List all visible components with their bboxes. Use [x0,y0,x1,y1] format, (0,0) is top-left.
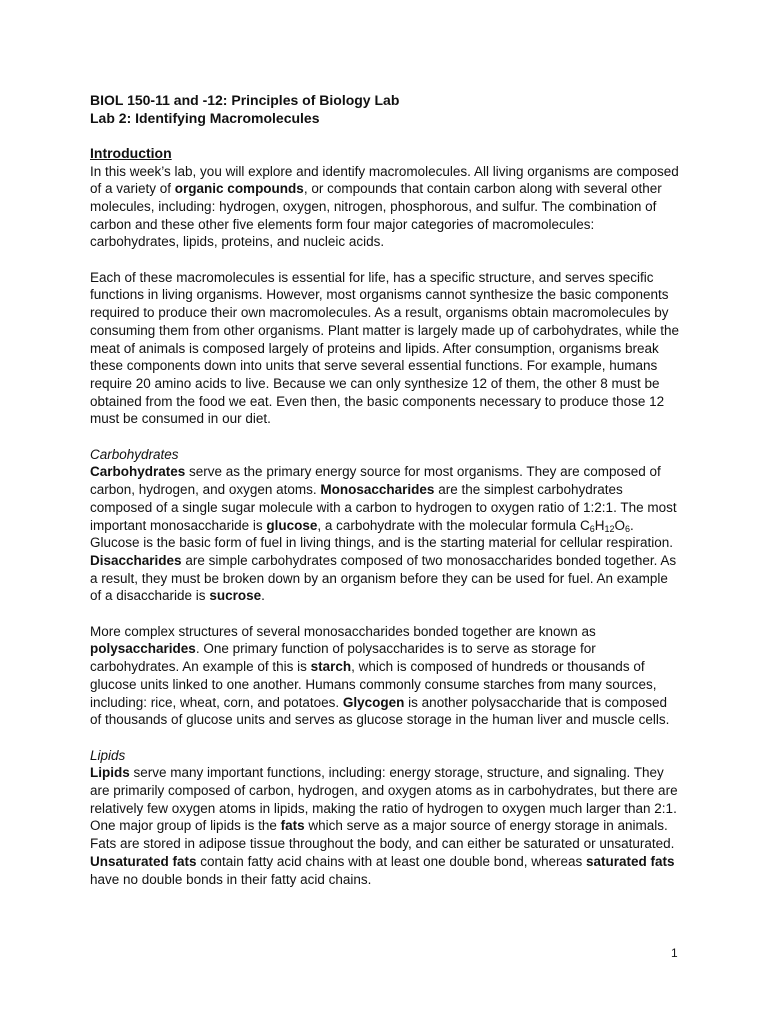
lipids-paragraph-1: Lipids serve many important functions, including: energy storage, structure, and signaling. They are primarily composed of carbon, hydrogen, and oxygen atoms as in carbohydrates, but there are relatively few oxygen atoms in lipids, making the ratio of hydrogen to oxygen much larger than 2:1. One major group of lipids is the fats which serve as a major source of energy storage in animals. Fats are stored in adipose tissue throughout the body, and can either be saturated or unsaturated. Unsaturated fats contain fatty acid chains with at least one double bond, whereas saturated fats have no double bonds in their fatty acid chains. [90,765,678,887]
lipids-heading: Lipids [90,747,126,763]
introduction-heading: Introduction [90,145,172,161]
course-title: BIOL 150-11 and -12: Principles of Biology Lab [90,92,400,108]
intro-paragraph-2: Each of these macromolecules is essential for life, has a specific structure, and serves specific functions in living organisms. However, most organisms cannot synthesize the basic components required to produce their own macromolecules. As a result, organisms obtain macromolecules by consuming them from other organisms. Plant matter is largely made up of carbohydrates, while the meat of animals is composed largely of proteins and lipids. After consumption, organisms break these components down into units that serve several essential functions. For example, humans require 20 amino acids to live. Because we can only synthesize 12 of them, the other 8 must be obtained from the food we eat. Even then, the basic components necessary to produce those 12 must be consumed in our diet. [90,269,680,427]
document-page [90,92,680,888]
glucose-formula: $C_6H_{12}O_6$ [579,517,631,534]
lab-title: Lab 2: Identifying Macromolecules [90,109,320,126]
page-number: 1 [671,946,678,960]
carbohydrates-heading: Carbohydrates [90,446,179,462]
carbohydrates-paragraph-1: Carbohydrates serve as the primary energy source for most organisms. They are composed of carbon, hydrogen, and oxygen atoms. Monosaccharides are the simplest carbohydrates composed of a single sugar molecule with a carbon to hydrogen to oxygen ratio of 1:2:1. The most important monosaccharide is glucose, a carbohydrate with the molecular formula $C_6H_{12}O_6$. Glucose is the basic form of fuel in living things, and is the starting material for cellular respiration. Disaccharides are simple carbohydrates composed of two monosaccharides bonded together. As a result, they must be broken down by an organism before they can be used for fuel. An example of a disaccharide is sucrose. [90,464,677,604]
carbohydrates-paragraph-2: More complex structures of several monosaccharides bonded together are known as polysaccharides. One primary function of polysaccharides is to serve as storage for carbohydrates. An example of this is starch, which is composed of hundreds or thousands of glucose units linked to one another. Humans commonly consume starches from many sources, including: rice, wheat, corn, and potatoes. Glycogen is another polysaccharide that is composed of thousands of glucose units and serves as glucose storage in the human liver and muscle cells. [90,623,670,728]
intro-paragraph-1: In this week’s lab, you will explore and identify macromolecules. All living organisms are composed of a variety of organic compounds, or compounds that contain carbon along with several other molecules, including: hydrogen, oxygen, nitrogen, phosphorous, and sulfur. The combination of carbon and these other five elements form four major categories of macromolecules: carbohydrates, lipids, proteins, and nucleic acids. [90,163,679,250]
